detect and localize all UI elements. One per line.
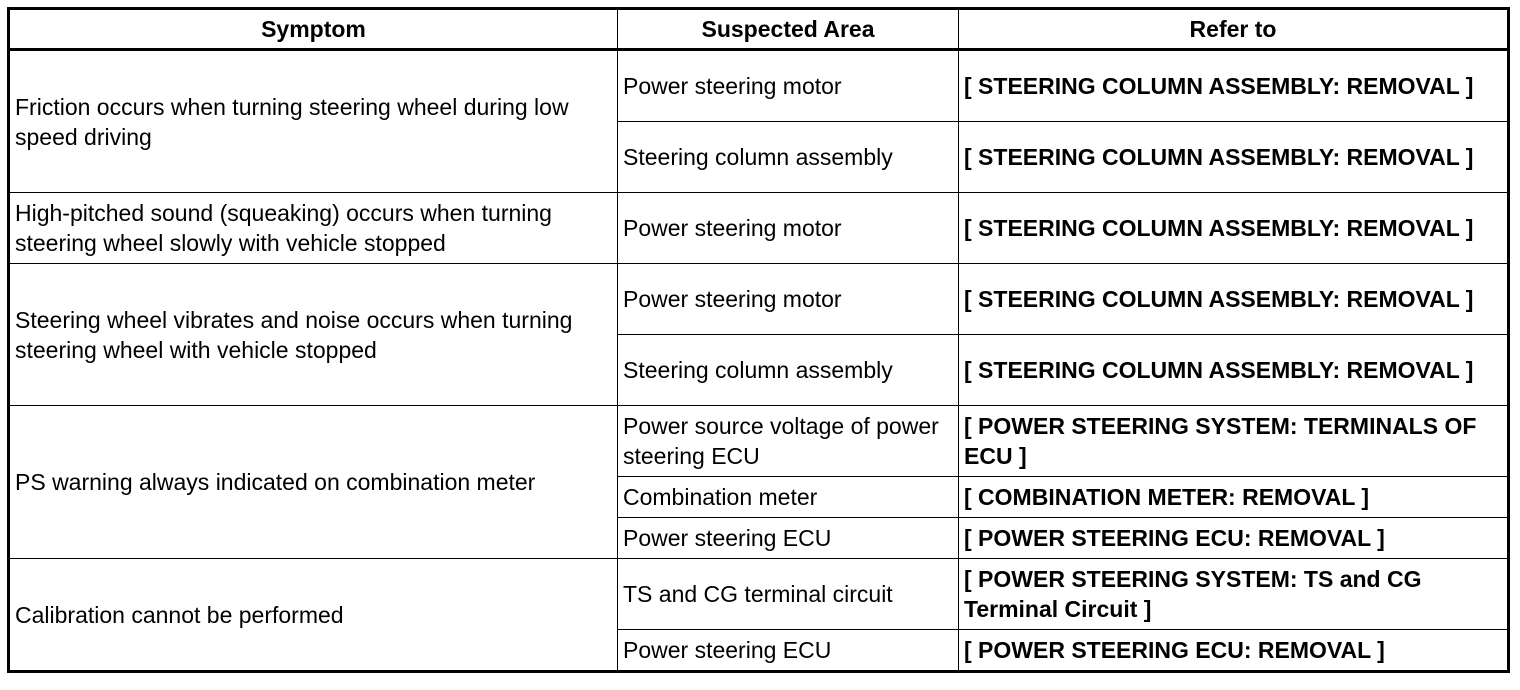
suspected-area-cell: Power steering ECU [618, 630, 959, 672]
troubleshooting-table [7, 7, 1510, 673]
header-suspected-area: Suspected Area [618, 9, 959, 50]
refer-to-cell: [ STEERING COLUMN ASSEMBLY: REMOVAL ] [959, 335, 1509, 406]
table-row [9, 406, 1509, 477]
suspected-area-cell: Power steering motor [618, 264, 959, 335]
symptom-cell: Friction occurs when turning steering wheel during low speed driving [9, 50, 618, 193]
header-row [9, 9, 1509, 50]
suspected-area-cell: Power source voltage of power steering ECU [618, 406, 959, 477]
symptom-cell: Calibration cannot be performed [9, 559, 618, 672]
refer-to-cell: [ POWER STEERING ECU: REMOVAL ] [959, 518, 1509, 559]
refer-to-cell: [ POWER STEERING ECU: REMOVAL ] [959, 630, 1509, 672]
suspected-area-cell: Power steering motor [618, 50, 959, 122]
suspected-area-cell: Power steering ECU [618, 518, 959, 559]
suspected-area-cell: Steering column assembly [618, 335, 959, 406]
symptom-cell: PS warning always indicated on combination meter [9, 406, 618, 559]
suspected-area-cell: Power steering motor [618, 193, 959, 264]
table-row [9, 559, 1509, 630]
refer-to-cell: [ COMBINATION METER: REMOVAL ] [959, 477, 1509, 518]
table-row [9, 193, 1509, 264]
refer-to-cell: [ POWER STEERING SYSTEM: TS and CG Terminal Circuit ] [959, 559, 1509, 630]
suspected-area-cell: Combination meter [618, 477, 959, 518]
refer-to-cell: [ STEERING COLUMN ASSEMBLY: REMOVAL ] [959, 193, 1509, 264]
suspected-area-cell: Steering column assembly [618, 122, 959, 193]
symptom-cell: Steering wheel vibrates and noise occurs when turning steering wheel with vehicle stopped [9, 264, 618, 406]
refer-to-cell: [ STEERING COLUMN ASSEMBLY: REMOVAL ] [959, 50, 1509, 122]
suspected-area-cell: TS and CG terminal circuit [618, 559, 959, 630]
header-refer-to: Refer to [959, 9, 1509, 50]
refer-to-cell: [ STEERING COLUMN ASSEMBLY: REMOVAL ] [959, 122, 1509, 193]
table-row [9, 264, 1509, 335]
refer-to-cell: [ POWER STEERING SYSTEM: TERMINALS OF ECU ] [959, 406, 1509, 477]
refer-to-cell: [ STEERING COLUMN ASSEMBLY: REMOVAL ] [959, 264, 1509, 335]
header-symptom: Symptom [9, 9, 618, 50]
symptom-cell: High-pitched sound (squeaking) occurs when turning steering wheel slowly with vehicle stopped [9, 193, 618, 264]
table-row [9, 50, 1509, 122]
